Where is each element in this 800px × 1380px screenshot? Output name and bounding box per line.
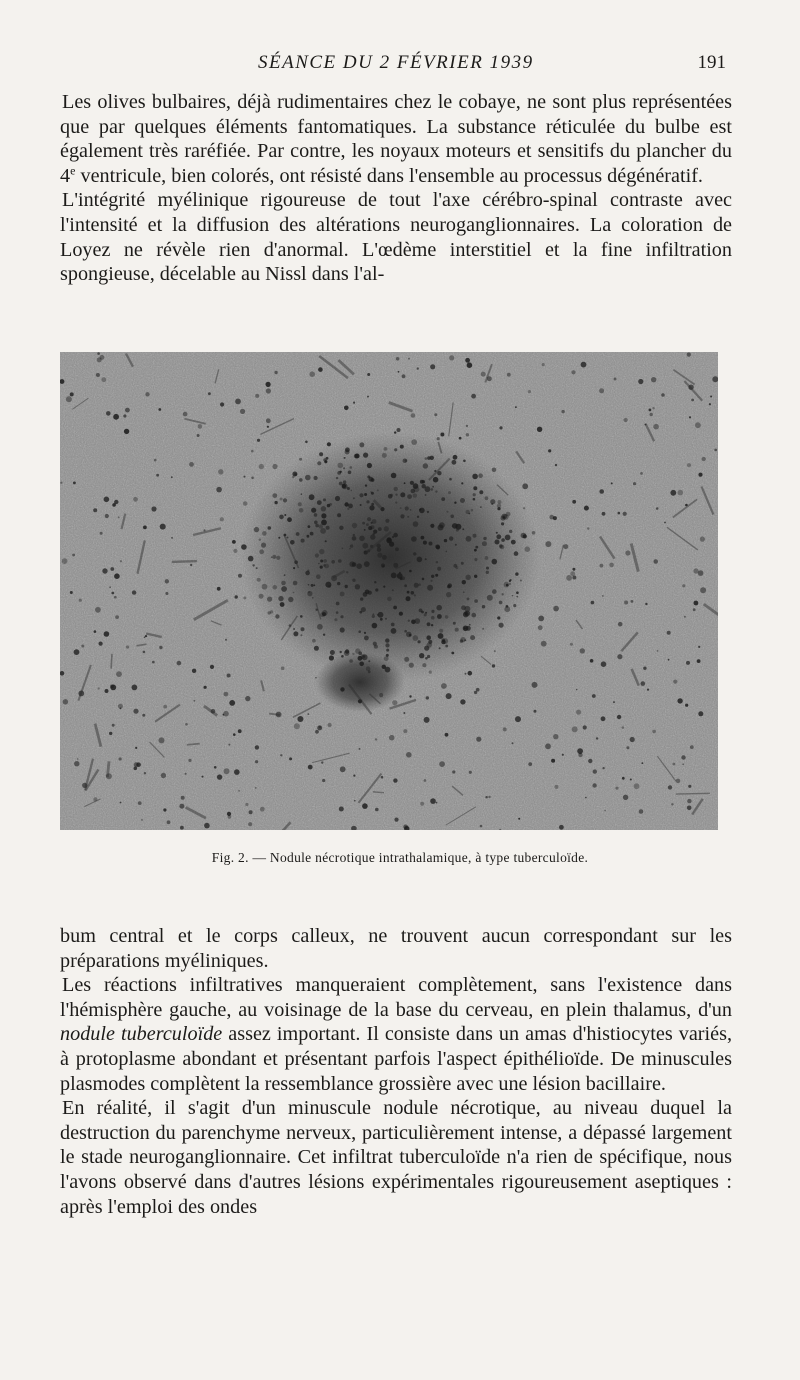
paragraph-1-end: ventricule, bien colorés, ont résisté dans l'ensemble au processus dégénératif.: [75, 164, 703, 187]
paragraph-1: [60, 90, 732, 188]
figure-caption: [0, 850, 800, 866]
running-head: [0, 52, 800, 76]
paragraph-1-text: Les olives bulbaires, déjà rudimentaires chez le cobaye, ne sont plus représentées que par quelques éléments fantomatiques. La substance réticulée du bulbe est également très raréfiée. Par contre, les noyaux moteurs et sensitifs du plancher du 4: [60, 91, 732, 187]
paragraph-2: L'intégrité myélinique rigoureuse de tout l'axe cérébro-spinal contraste avec l'intensité et la diffusion des altérations neuroganglionnaires. La coloration de Loyez ne révèle rien d'anormal. L'œdème interstitiel et la fine infiltration spongieuse, décelable au Nissl dans l'al-: [60, 189, 732, 286]
ordinal-superscript: e: [70, 163, 76, 178]
micrograph-figure: [60, 352, 718, 830]
paragraph-4-end: assez important. Il consiste dans un amas d'histiocytes variés, à protoplasme abondant et présentant parfois l'aspect épithélioïde. De minuscules plasmodes complètent la ressemblance grossière avec une lésion bacillaire.: [60, 1023, 732, 1095]
paragraph-5: En réalité, il s'agit d'un minuscule nodule nécrotique, au niveau duquel la destruction du parenchyme nerveux, particulièrement intense, a dépassé largement le stade neuroganglionnaire. Cet infiltrat tuberculoïde n'a rien de spécifique, nous l'avons observé dans d'autres lésions expérimentales rigoureusement aseptiques : après l'emploi des ondes: [60, 1097, 732, 1218]
top-text-block: [60, 90, 732, 287]
running-title: SÉANCE DU 2 FÉVRIER 1939: [258, 52, 534, 73]
paragraph-3: bum central et le corps calleux, ne trouvent aucun correspondant sur les préparations myéliniques.: [60, 925, 732, 972]
figure-caption-text: — Nodule nécrotique intrathalamique, à type tuberculoïde.: [248, 850, 589, 865]
page-number: 191: [697, 52, 726, 73]
figure-label: Fig. 2.: [211, 850, 249, 865]
paragraph-4-start: Les réactions infiltratives manqueraient complètement, sans l'existence dans l'hémisphère gauche, au voisinage de la base du cerveau, en plein thalamus, d'un: [60, 974, 732, 1021]
paragraph-4: [60, 973, 732, 1096]
bottom-text-block: [60, 924, 732, 1219]
emphasized-term: nodule tuberculoïde: [60, 1023, 223, 1046]
micrograph-image: [60, 352, 718, 830]
